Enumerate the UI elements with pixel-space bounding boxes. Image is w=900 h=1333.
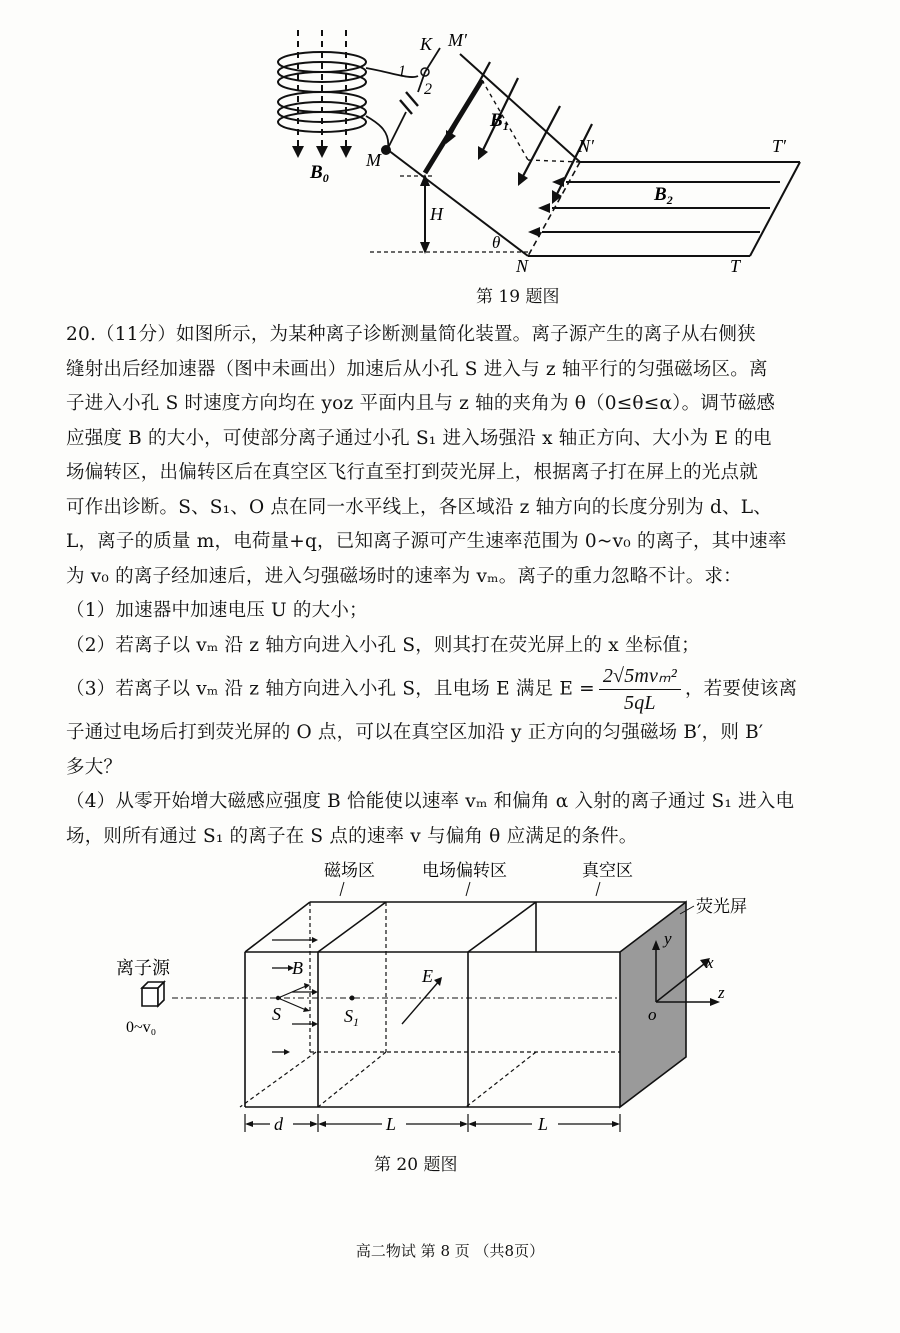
subquestion-4-line1: （4）从零开始增大磁感应强度 B 恰能使以速率 vₘ 和偏角 α 入射的离子通过 S₁ 进入电 [66,791,795,812]
label-1: 1 [398,63,406,80]
label-2: 2 [424,81,432,98]
label-origin: o [648,1005,657,1024]
sub3-text: （3）若离子以 vₘ 沿 z 轴方向进入小孔 S，且电场 E 满足 E = [66,678,595,700]
subquestion-4-line2: 场，则所有通过 S₁ 的离子在 S 点的速率 v 与偏角 θ 应满足的条件。 [66,825,638,847]
label-y-axis: y [664,929,672,948]
label-magnetic-region: 磁场区 [324,861,375,880]
question-20-stem [66,318,826,854]
ion-source [142,982,164,1006]
stem-line: L，离子的质量 m，电荷量+q，已知离子源可产生速率范围为 0~v₀ 的离子，其中速率 [66,531,787,552]
label-N: N [516,256,529,276]
stem-line: 可作出诊断。S、S₁、O 点在同一水平线上，各区域沿 z 轴方向的长度分别为 d、L、 [66,496,772,518]
stem-line: 缝射出后经加速器（图中未画出）加速后从小孔 S 进入与 z 轴平行的匀强磁场区。离 [66,358,768,380]
b2-label: $B_2$ [654,184,673,207]
label-T: T [730,256,741,276]
label-theta: θ [492,233,501,252]
subquestion-1: （1）加速器中加速电压 U 的大小； [66,600,368,621]
figure-19-caption: 第 19 题图 [476,287,560,307]
label-S: S [272,1004,281,1024]
sub3-text-after: ，若要使该离 [684,678,798,700]
e-formula [599,663,681,716]
rail-lower [388,150,528,256]
label-d: d [274,1114,283,1134]
stem-line: 为 v₀ 的离子经加速后，进入匀强磁场时的速率为 vₘ。离子的重力忽略不计。求： [66,565,742,587]
label-H: H [430,204,443,224]
page-footer: 高二物试 第 8 页 （共8页） [355,1242,545,1260]
label-z-axis: z [718,983,725,1002]
label-screen: 荧光屏 [696,897,747,916]
stem-line: 场偏转区，出偏转区后在真空区飞行直至打到荧光屏上，根据离子打在屏上的光点就 [66,462,758,483]
stem-line: 20.（11分）如图所示，为某种离子诊断测量简化装置。离子源产生的离子从右侧狭 [66,324,756,345]
label-B: B [292,958,303,978]
label-source-range: 0~v₀ [126,1019,157,1036]
b0-label: $B_0$ [310,162,329,185]
label-x-axis: x [706,953,714,972]
figure-20-caption: 第 20 题图 [374,1155,458,1175]
formula-denominator: 5qL [624,692,656,714]
label-S1: $S_1$ [344,1006,359,1029]
label-M: M [366,150,381,170]
label-K: K [420,34,433,54]
figure-20-diagram [100,852,780,1142]
formula-numerator: 2√5mvₘ² [599,663,681,690]
subquestion-3-line2: 子通过电场后打到荧光屏的 O 点，可以在真空区加沿 y 正方向的匀强磁场 B′，则 B′ [66,722,764,743]
label-M-prime: M′ [448,30,467,50]
b1-label: $B_1$ [490,110,509,133]
label-L2: L [538,1114,549,1134]
stem-line: 应强度 B 的大小，可使部分离子通过小孔 S₁ 进入场强沿 x 轴正方向、大小为 E 的电 [66,427,772,449]
label-electric-region: 电场偏转区 [422,861,507,880]
label-L1: L [386,1114,397,1134]
subquestion-3-line3: 多大？ [66,756,123,778]
label-ion-source: 离子源 [116,958,170,978]
label-N-prime: N′ [578,136,594,156]
subquestion-2: （2）若离子以 vₘ 沿 z 轴方向进入小孔 S，则其打在荧光屏上的 x 坐标值； [66,634,700,656]
label-T-prime: T′ [772,136,786,156]
stem-line: 子进入小孔 S 时速度方向均在 yoz 平面内且与 z 轴的夹角为 θ（0≤θ≤α）。调节磁感 [66,393,776,414]
label-vacuum-region: 真空区 [582,861,633,880]
label-E: E [422,966,433,986]
subquestion-3 [66,663,826,716]
figure-19-diagram [260,20,820,282]
